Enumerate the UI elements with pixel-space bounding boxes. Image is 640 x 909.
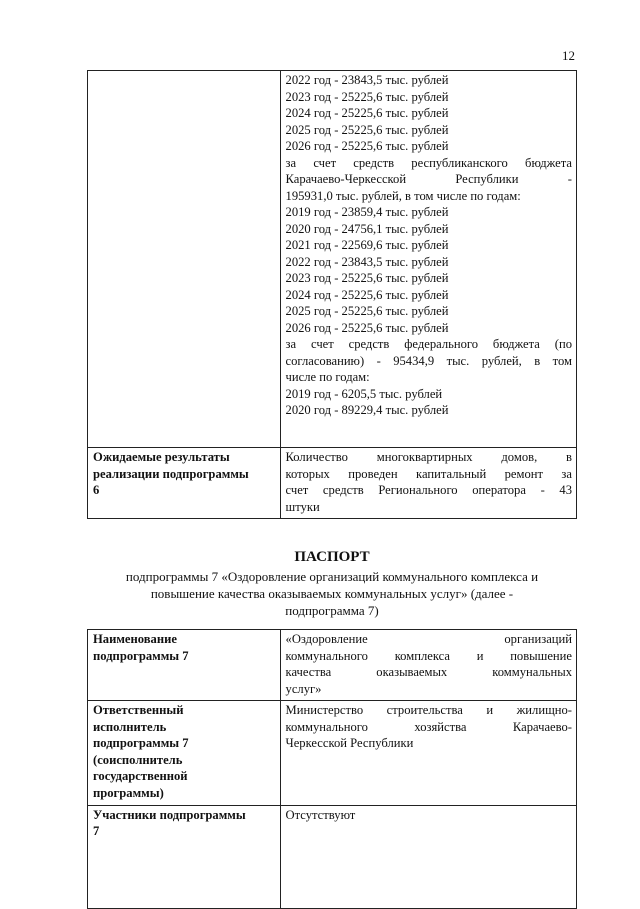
- funding-line: 2021 год - 22569,6 тыс. рублей: [285, 238, 449, 252]
- results-line: Количество многоквартирных домов, в: [285, 450, 572, 464]
- funding-line: 2019 год - 23859,4 тыс. рублей: [285, 205, 449, 219]
- passport-subtitle-line: подпрограммы 7 «Оздоровление организаций коммунального комплекса и: [125, 569, 539, 584]
- passport-subtitle: [87, 568, 577, 619]
- funding-line: 2024 год - 25225,6 тыс. рублей: [285, 287, 449, 302]
- results-label-line: Ожидаемые результаты: [93, 450, 230, 464]
- passport-row-executor: [88, 701, 577, 805]
- passport-label-line: подпрограммы 7: [93, 736, 189, 751]
- passport-label-line: программы): [93, 785, 164, 800]
- funding-line: 2026 год - 25225,6 тыс. рублей: [285, 139, 449, 153]
- funding-line: 195931,0 тыс. рублей, в том числе по годам:: [285, 188, 521, 203]
- passport-label-line: 7: [93, 824, 100, 839]
- funding-line: 2023 год - 25225,6 тыс. рублей: [285, 271, 449, 285]
- funding-line: 2024 год - 25225,6 тыс. рублей: [285, 106, 449, 120]
- passport-value-line: «Оздоровление организаций: [285, 632, 572, 646]
- passport-value-line: Министерство строительства и жилищно-: [285, 703, 572, 718]
- passport-value-line: Черкесской Республики: [285, 736, 414, 751]
- passport-label-line: Участники подпрограммы: [93, 807, 246, 822]
- passport-value-cell: [280, 630, 576, 701]
- funding-row: [88, 71, 577, 448]
- passport-row-participants: [88, 805, 577, 908]
- funding-line: Карачаево-Черкесской Республики -: [285, 172, 572, 186]
- passport-subtitle-line: повышение качества оказываемых коммунальных услуг» (далее -: [150, 586, 514, 601]
- funding-table: [87, 70, 577, 519]
- passport-value-line: услуг»: [285, 681, 322, 696]
- funding-line: 2022 год - 23843,5 тыс. рублей: [285, 254, 449, 269]
- passport-value-cell: [280, 805, 576, 908]
- funding-line: 2026 год - 25225,6 тыс. рублей: [285, 320, 449, 335]
- passport-row-name: [88, 630, 577, 701]
- passport-value-line: качества оказываемых коммунальных: [285, 665, 572, 679]
- passport-label-line: Ответственный: [93, 703, 184, 718]
- passport-label-line: подпрограммы 7: [93, 648, 189, 663]
- results-row: [88, 448, 577, 519]
- passport-value-line: коммунального хозяйства Карачаево-: [285, 719, 572, 734]
- funding-line: 2022 год - 23843,5 тыс. рублей: [285, 73, 449, 87]
- passport-label-cell: [88, 630, 281, 701]
- funding-line: за счет средств республиканского бюджета: [285, 155, 572, 170]
- results-label-line: 6: [93, 483, 100, 497]
- funding-line: числе по годам:: [285, 370, 370, 384]
- passport-label-line: Наименование: [93, 632, 177, 646]
- page-number: 12: [562, 48, 575, 63]
- passport-label-line: государственной: [93, 769, 188, 784]
- funding-line: за счет средств федерального бюджета (по: [285, 337, 572, 351]
- passport-table: [87, 629, 577, 909]
- results-label-cell: [88, 448, 281, 519]
- passport-label-cell: [88, 701, 281, 805]
- funding-line: согласованию) - 95434,9 тыс. рублей, в том: [285, 353, 572, 368]
- funding-line: 2020 год - 89229,4 тыс. рублей: [285, 403, 449, 417]
- results-line: штуки: [285, 499, 320, 514]
- results-line: счет средств Регионального оператора - 43: [285, 483, 572, 497]
- results-value-cell: [280, 448, 576, 519]
- funding-label-cell: [88, 71, 281, 448]
- passport-label-cell: [88, 805, 281, 908]
- results-label-line: реализации подпрограммы: [93, 466, 249, 481]
- passport-subtitle-line: подпрограмма 7): [285, 603, 379, 618]
- passport-label-line: исполнитель: [93, 719, 167, 734]
- passport-value-line: Отсутствуют: [285, 807, 356, 822]
- passport-value-line: коммунального комплекса и повышение: [285, 648, 572, 663]
- passport-value-cell: [280, 701, 576, 805]
- results-line: которых проведен капитальный ремонт за: [285, 466, 572, 481]
- funding-line: 2025 год - 25225,6 тыс. рублей: [285, 122, 449, 137]
- passport-title: ПАСПОРТ: [294, 549, 370, 565]
- funding-line: 2023 год - 25225,6 тыс. рублей: [285, 89, 449, 104]
- passport-label-line: (соисполнитель: [93, 752, 183, 767]
- funding-line: 2019 год - 6205,5 тыс. рублей: [285, 386, 443, 401]
- funding-line: 2025 год - 25225,6 тыс. рублей: [285, 304, 449, 318]
- funding-line: 2020 год - 24756,1 тыс. рублей: [285, 221, 449, 236]
- funding-value-cell: [280, 71, 576, 448]
